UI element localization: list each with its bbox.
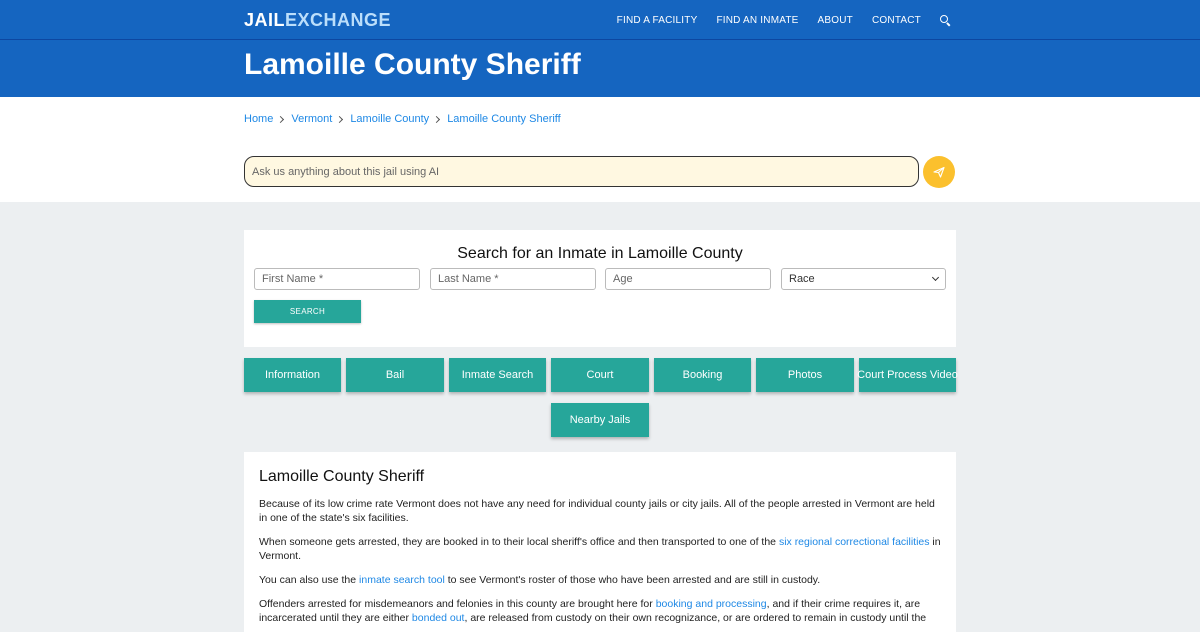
nav-find-inmate[interactable]: FIND AN INMATE <box>716 14 799 26</box>
search-card-title: Search for an Inmate in Lamoille County <box>457 245 743 262</box>
tab-nearby-jails[interactable]: Nearby Jails <box>551 403 649 437</box>
nav-find-facility[interactable]: FIND A FACILITY <box>616 14 698 26</box>
bonded-out-link[interactable]: bonded out <box>411 612 465 624</box>
race-select[interactable] <box>781 268 946 290</box>
text: When someone gets arrested, they are booked in to their local sheriff's office and then transported to one of the <box>259 536 779 548</box>
tab-information[interactable]: Information <box>244 358 341 392</box>
tab-bail[interactable]: Bail <box>346 358 444 392</box>
tab-inmate-search[interactable]: Inmate Search <box>449 358 546 392</box>
breadcrumb-current[interactable]: Lamoille County Sheriff <box>447 113 561 125</box>
breadcrumb-home[interactable]: Home <box>244 113 274 125</box>
race-select-value: Race <box>789 273 815 285</box>
inmate-search-tool-link[interactable]: inmate search tool <box>359 574 445 586</box>
search-icon[interactable] <box>940 15 950 25</box>
breadcrumb-vermont[interactable]: Vermont <box>291 113 333 125</box>
article-paragraph <box>259 573 941 587</box>
last-name-input[interactable] <box>430 268 596 290</box>
search-button[interactable]: SEARCH <box>254 300 361 323</box>
top-navbar <box>0 0 1200 40</box>
send-icon <box>933 166 945 178</box>
header-section <box>0 97 1200 202</box>
first-name-input[interactable] <box>254 268 420 290</box>
breadcrumb-county[interactable]: Lamoille County <box>350 113 430 125</box>
hero-banner <box>0 40 1200 97</box>
jailexchange-logo[interactable] <box>244 10 391 31</box>
chevron-right-icon <box>433 115 440 122</box>
nav-contact[interactable]: CONTACT <box>872 14 921 26</box>
tab-court-process-video[interactable]: Court Process Video <box>859 358 956 392</box>
tab-court[interactable]: Court <box>551 358 649 392</box>
tab-booking[interactable]: Booking <box>654 358 751 392</box>
booking-processing-link[interactable]: booking and processing <box>655 598 767 610</box>
page-title: Lamoille County Sheriff <box>244 48 581 81</box>
text: Offenders arrested for misdemeanors and felonies in this county are brought here for <box>259 598 656 610</box>
text: , are released from custody on their own recognizance, or are ordered to remain in custody until the <box>464 612 927 624</box>
inmate-search-card <box>244 230 956 347</box>
text: to see Vermont's roster of those who have been arrested and are still in custody. <box>444 574 821 586</box>
article-paragraph <box>259 535 941 563</box>
article-paragraph <box>259 597 941 625</box>
chevron-down-icon <box>932 274 939 281</box>
text: You can also use the <box>259 574 360 586</box>
logo-part-exchange: EXCHANGE <box>285 10 392 30</box>
logo-part-jail: JAIL <box>244 10 286 30</box>
article-title: Lamoille County Sheriff <box>259 468 425 485</box>
article-paragraph: Because of its low crime rate Vermont does not have any need for individual county jails or city jails. All of the people arrested in Vermont are held in one of the state's six facilities. <box>259 498 935 524</box>
nav-about[interactable]: ABOUT <box>817 14 853 26</box>
tab-photos[interactable]: Photos <box>756 358 854 392</box>
chevron-right-icon <box>336 115 343 122</box>
article-card <box>244 452 956 632</box>
chevron-right-icon <box>277 115 284 122</box>
text: , and if their crime requires it, are incarcerated until they are either <box>259 598 921 624</box>
breadcrumb <box>244 113 561 125</box>
text: in Vermont. <box>259 536 941 562</box>
age-input[interactable] <box>605 268 771 290</box>
ai-send-button[interactable] <box>923 156 955 188</box>
ai-question-input[interactable] <box>244 156 919 187</box>
regional-facilities-link[interactable]: six regional correctional facilities <box>778 536 930 548</box>
nav-links <box>598 0 950 40</box>
